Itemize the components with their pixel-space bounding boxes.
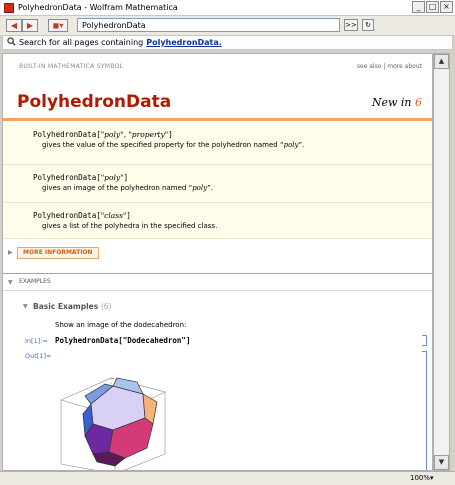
cell-bracket[interactable]: [422, 351, 427, 471]
close-button[interactable]: ×: [440, 1, 453, 13]
status-bar: [0, 471, 455, 485]
navigation-toolbar: [0, 16, 455, 35]
usage-cell: [3, 203, 433, 239]
refresh-button[interactable]: [362, 19, 374, 31]
search-suggestion-link[interactable]: PolyhedronData.: [146, 38, 222, 47]
zoom-level[interactable]: 100%: [410, 474, 431, 482]
examples-heading[interactable]: EXAMPLES: [19, 278, 51, 285]
usage-desc-text: gives a list of the polyhedra in the specified class.: [42, 222, 218, 230]
search-suggestion-bar: [2, 35, 453, 50]
usage-close-bracket: ]: [126, 211, 131, 220]
usage-function-name: PolyhedronData: [33, 130, 97, 139]
usage-open-bracket: [: [96, 173, 101, 182]
documentation-content: [2, 53, 433, 471]
usage-code: [33, 130, 173, 139]
basic-examples-count: (6): [100, 302, 112, 311]
usage-open-bracket: [: [96, 211, 101, 220]
cell-bracket[interactable]: [422, 335, 427, 346]
usage-description: [42, 184, 213, 192]
section-divider: [3, 273, 433, 274]
usage-cell: [3, 121, 433, 165]
usage-close-bracket: ]: [123, 173, 129, 182]
zoom-dropdown-icon[interactable]: ▾: [430, 474, 434, 482]
usage-code: [33, 211, 131, 220]
usage-open-bracket: [: [96, 130, 101, 139]
forward-arrow-icon: ▶: [26, 21, 34, 30]
history-icon: ◼▾: [52, 21, 64, 30]
more-information-button[interactable]: MORE INFORMATION: [17, 247, 99, 259]
search-input[interactable]: [77, 18, 340, 32]
usage-desc-end: ”.: [298, 141, 305, 149]
example-description: Show an image of the dodecahedron:: [55, 321, 187, 329]
input-cell-label: In[1]:=: [25, 337, 48, 345]
symbol-category-label: BUILT-IN MATHEMATICA SYMBOL: [19, 63, 124, 70]
search-suggestion-text: Search for all pages containing: [19, 38, 144, 47]
window-titlebar: [0, 0, 455, 16]
collapse-triangle-icon[interactable]: ▼: [8, 279, 13, 286]
dodecahedron-graphic[interactable]: [53, 362, 173, 471]
history-button[interactable]: [48, 19, 68, 32]
usage-description: [42, 222, 217, 230]
usage-desc-end: ”.: [207, 184, 213, 192]
search-icon: [7, 37, 16, 48]
input-cell-code[interactable]: PolyhedronData["Dodecahedron"]: [55, 336, 191, 345]
usage-desc-term: poly: [283, 141, 299, 149]
usage-desc-text: gives an image of the polyhedron named “: [42, 184, 193, 192]
usage-cell: [3, 165, 433, 203]
page-title: PolyhedronData: [17, 92, 172, 112]
window-title: PolyhedronData - Wolfram Mathematica: [18, 3, 178, 12]
minimize-button[interactable]: _: [412, 1, 425, 13]
usage-description: [42, 141, 304, 149]
usage-args: "poly", "property": [100, 130, 169, 139]
see-also-links[interactable]: see also | more about: [356, 63, 422, 70]
new-in-version-number: 6: [415, 96, 422, 109]
usage-desc-text: gives the value of the specified property for the polyhedron named “: [42, 141, 284, 149]
scroll-up-arrow-icon[interactable]: ▲: [434, 54, 449, 69]
output-cell-label: Out[1]=: [25, 352, 52, 360]
collapse-triangle-icon[interactable]: ▼: [23, 303, 28, 310]
go-button[interactable]: >>: [345, 21, 357, 29]
refresh-icon: ↻: [365, 21, 371, 29]
new-in-label: New in: [371, 96, 412, 109]
maximize-button[interactable]: □: [426, 1, 439, 13]
forward-button[interactable]: [22, 19, 38, 32]
new-in-version: [372, 96, 422, 109]
usage-function-name: PolyhedronData: [33, 173, 97, 182]
back-button[interactable]: [6, 19, 22, 32]
basic-examples-label: Basic Examples: [33, 302, 99, 311]
scroll-down-arrow-icon[interactable]: ▼: [434, 455, 449, 470]
window-controls: [412, 1, 453, 13]
usage-function-name: PolyhedronData: [33, 211, 97, 220]
usage-args: "poly": [100, 173, 124, 182]
back-arrow-icon: ◀: [10, 21, 18, 30]
usage-args: "class": [100, 211, 127, 220]
usage-desc-term: poly: [192, 184, 208, 192]
expand-triangle-icon[interactable]: ▶: [8, 249, 13, 256]
usage-code: [33, 173, 128, 182]
basic-examples-heading[interactable]: [33, 302, 111, 311]
usage-close-bracket: ]: [168, 130, 173, 139]
mathematica-app-icon: [4, 3, 14, 13]
examples-divider: [3, 290, 433, 291]
vertical-scrollbar[interactable]: [433, 53, 450, 471]
